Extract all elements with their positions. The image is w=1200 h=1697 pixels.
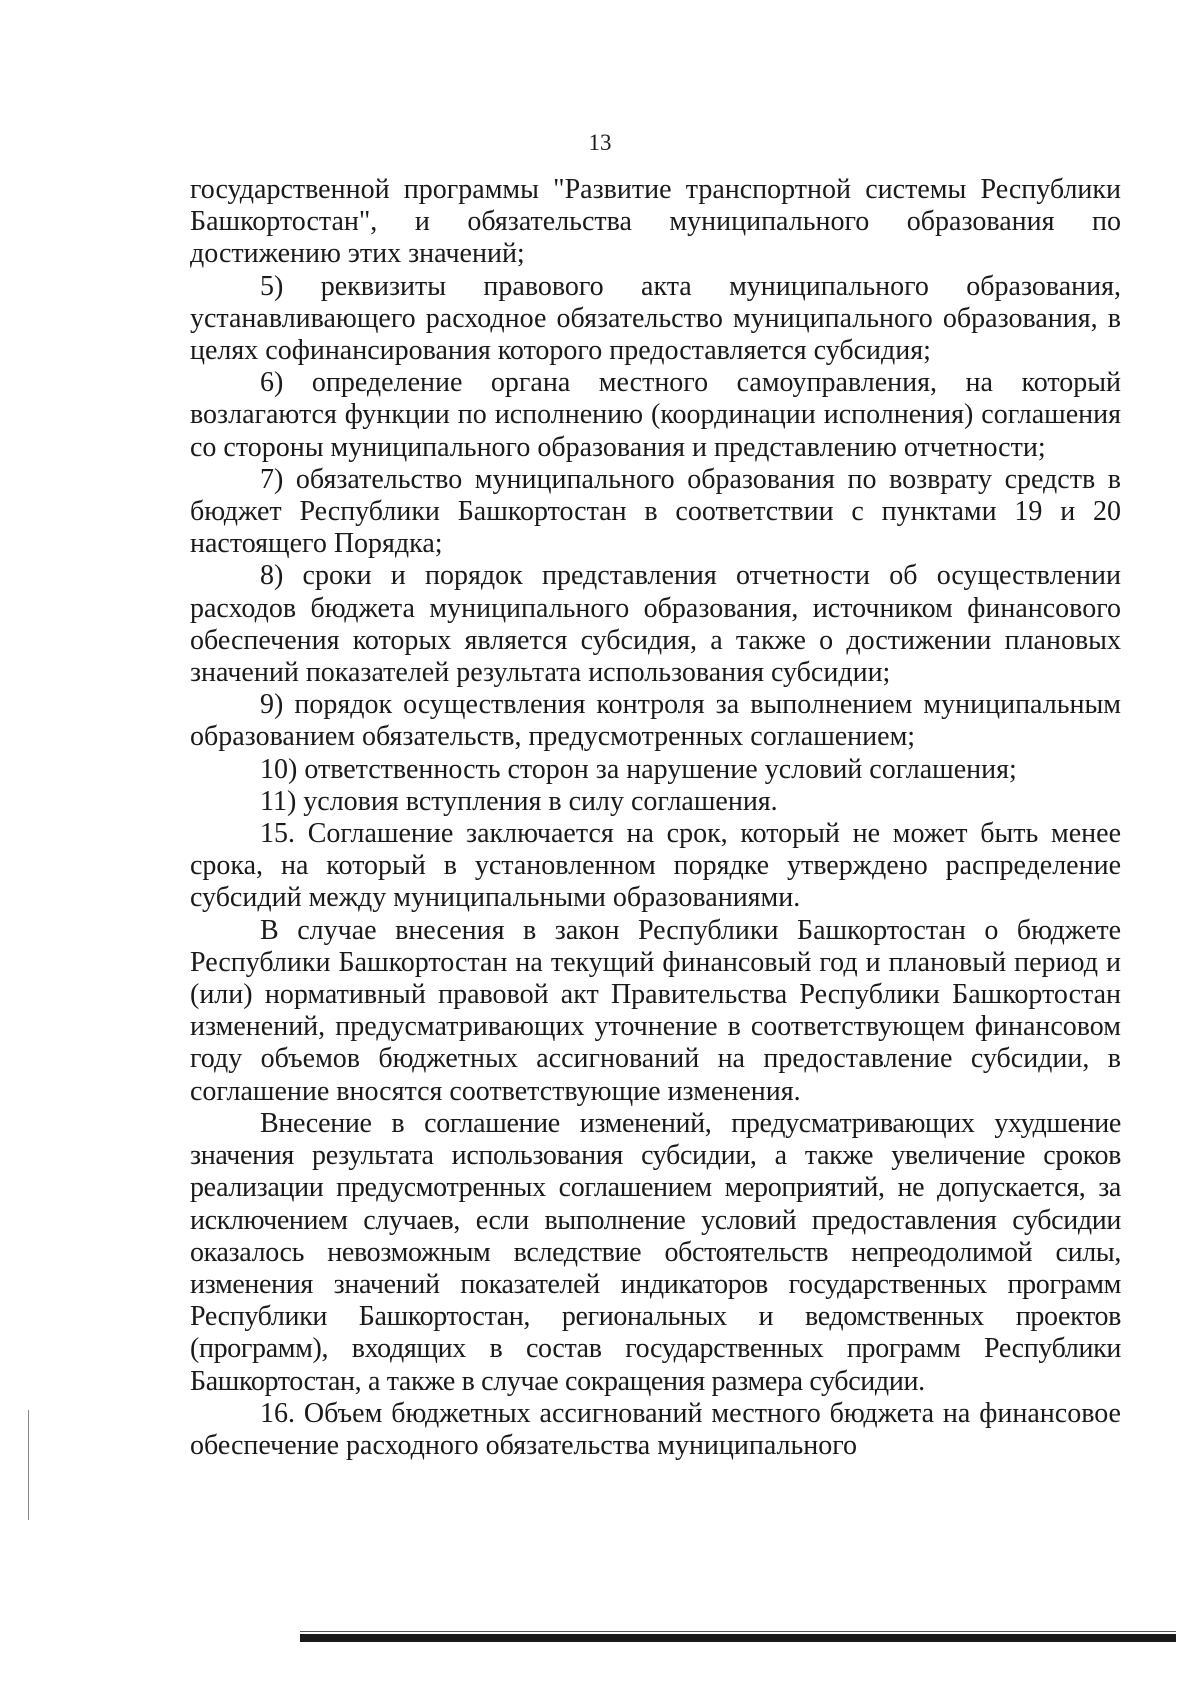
page-number: 13 bbox=[588, 130, 612, 155]
paragraph-clause-15-changes: В случае внесения в закон Республики Башкортостан о бюджете Республики Башкортостан на текущий финансовый год и плановый период и (или) нормативный правовой акт Правительства Республики Башкортостан изменений, предусматривающих уточнение в соответствующем финансовом году объемов бюджетных ассигнований на предоставление субсидии, в соглашение вносятся соответствующие изменения. bbox=[190, 914, 1121, 1107]
paragraph-item-6: 6) определение органа местного самоуправления, на который возлагаются функции по исполнению (координации исполнения) соглашения со стороны муниципального образования и представлению отчетности; bbox=[190, 367, 1121, 463]
paragraph-clause-16: 16. Объем бюджетных ассигнований местного бюджета на финансовое обеспечение расходного обязательства муниципального bbox=[190, 1397, 1121, 1461]
paragraph-item-9: 9) порядок осуществления контроля за выполнением муниципальным образованием обязательств, предусмотренных соглашением; bbox=[190, 689, 1121, 753]
paragraph-continuation: государственной программы "Развитие транспортной системы Республики Башкортостан", и обязательства муниципального образования по достижению этих значений; bbox=[190, 174, 1121, 270]
scan-edge-mark bbox=[28, 1410, 29, 1520]
paragraph-clause-15-restrictions: Внесение в соглашение изменений, предусматривающих ухудшение значения результата использования субсидии, а также увеличение сроков реализации предусмотренных соглашением мероприятий, не допускается, за исключением случаев, если выполнение условий предоставления субсидии оказалось невозможным вследствие обстоятельств непреодолимой силы, изменения значений показателей индикаторов государственных программ Республики Башкортостан, региональных и ведомственных проектов (программ), входящих в состав государственных программ Республики Башкортостан, а также в случае сокращения размера субсидии. bbox=[190, 1107, 1121, 1397]
paragraph-item-11: 11) условия вступления в силу соглашения. bbox=[260, 785, 778, 817]
paragraph-item-8: 8) сроки и порядок представления отчетности об осуществлении расходов бюджета муниципального образования, источником финансового обеспечения которых является субсидия, а также о достижении плановых значений показателей результата использования субсидии; bbox=[190, 560, 1121, 689]
paragraph-item-5: 5) реквизиты правового акта муниципального образования, устанавливающего расходное обязательство муниципального образования, в целях софинансирования которого предоставляется субсидия; bbox=[190, 270, 1121, 367]
footer-rule bbox=[300, 1634, 1176, 1642]
paragraph-clause-15: 15. Соглашение заключается на срок, который не может быть менее срока, на который в установленном порядке утверждено распределение субсидий между муниципальными образованиями. bbox=[190, 818, 1121, 914]
paragraph-item-10: 10) ответственность сторон за нарушение условий соглашения; bbox=[260, 753, 1017, 785]
document-body bbox=[190, 174, 1121, 1462]
paragraph-item-7: 7) обязательство муниципального образования по возврату средств в бюджет Республики Башкортостан в соответствии с пунктами 19 и 20 настоящего Порядка; bbox=[190, 463, 1121, 560]
